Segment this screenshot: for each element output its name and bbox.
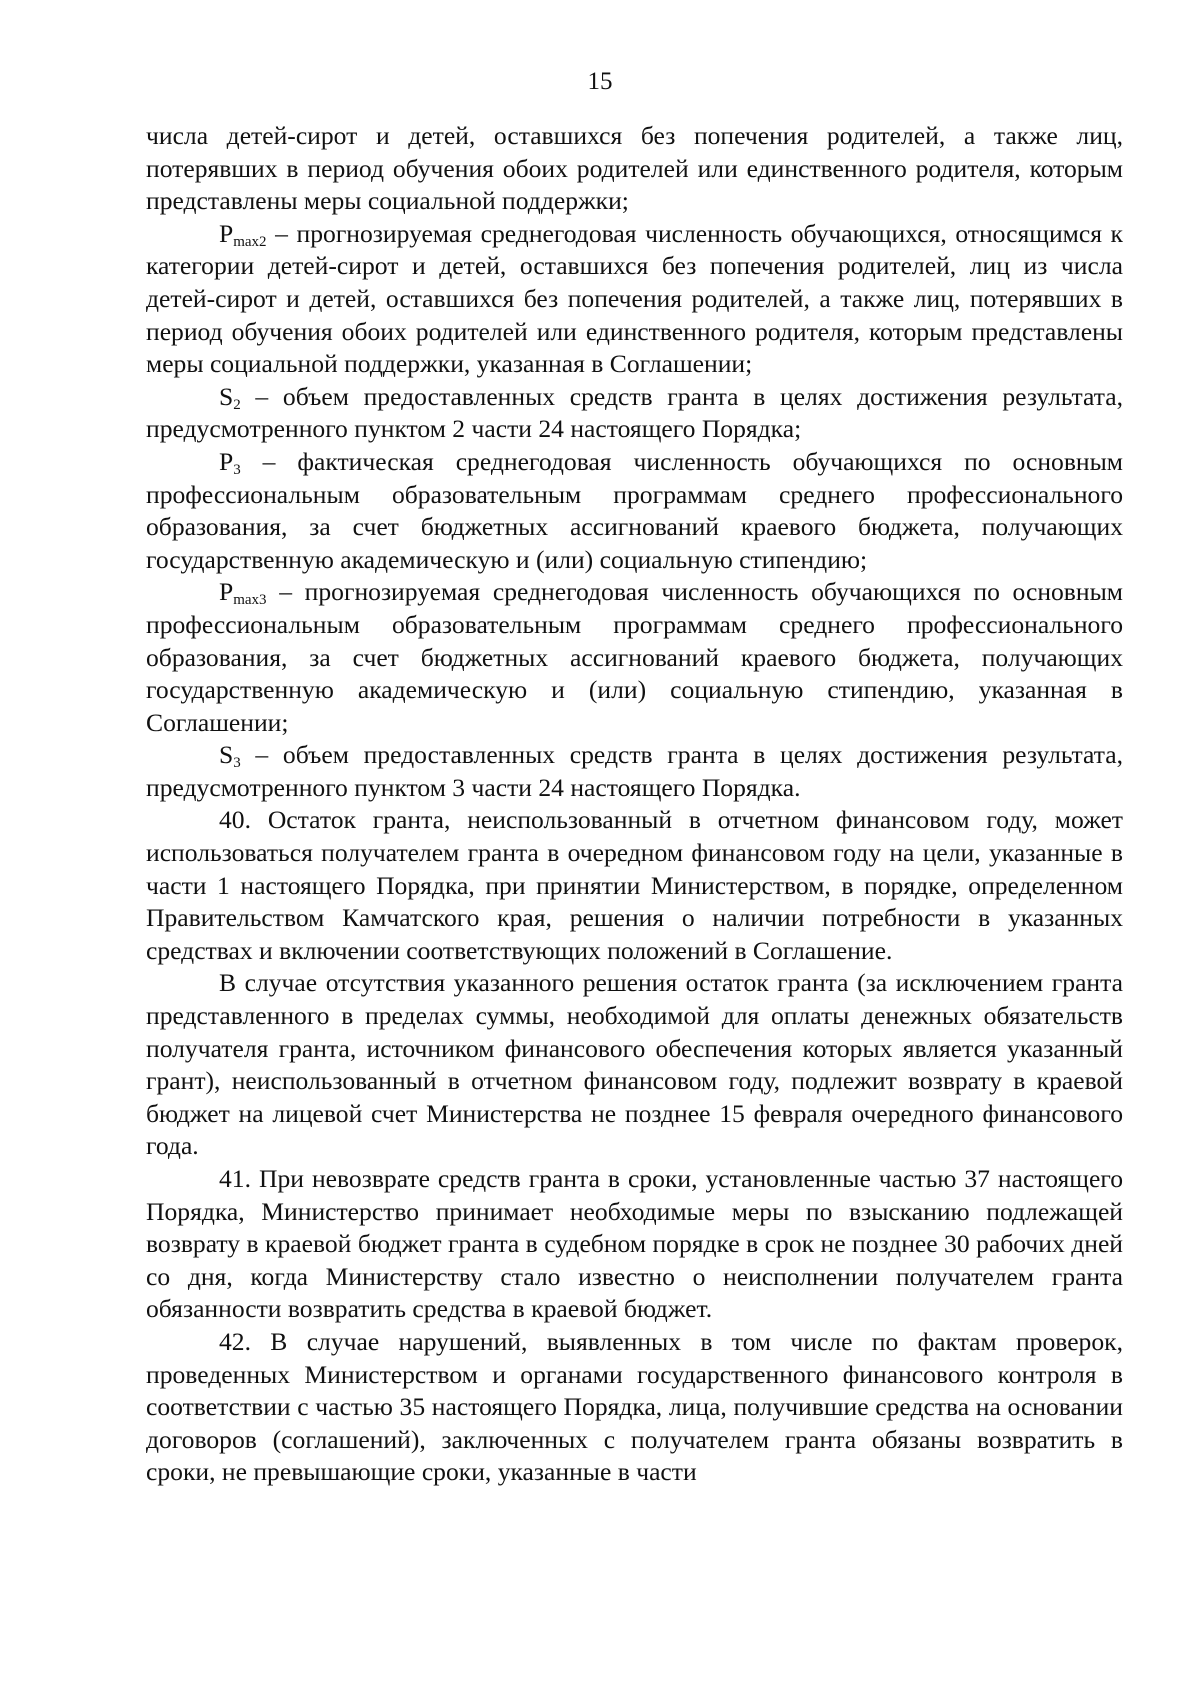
paragraph-pmax2-definition: [146, 218, 1123, 381]
formula-symbol: S: [219, 381, 234, 411]
paragraph-s3-definition: [146, 739, 1123, 804]
paragraph-text: – прогнозируемая среднегодовая численность обучающихся, относящимся к категории детей-сирот и детей, оставшихся без попечения родителей, лиц из числа детей-сирот и детей, оставшихся без попечения родителей, а также лиц, потерявших в период обучения обоих родителей или единственного родителя, которым представлены меры социальной поддержки, указанная в Соглашении;: [146, 218, 1123, 379]
paragraph-text: – объем предоставленных средств гранта в целях достижения результата, предусмотренного пунктом 2 части 24 настоящего Порядка;: [146, 381, 1123, 444]
paragraph-text: 41. При невозврате средств гранта в сроки, установленные частью 37 настоящего Порядка, Министерство принимает необходимые меры по взысканию подлежащей возврату в краевой бюджет гранта в судебном порядке в срок не позднее 30 рабочих дней со дня, когда Министерству стало известно о неисполнении получателем гранта обязанности возвратить средства в краевой бюджет.: [146, 1164, 1123, 1324]
paragraph-text: числа детей-сирот и детей, оставшихся без попечения родителей, а также лиц, потерявших в период обучения обоих родителей или единственного родителя, которым представлены меры социальной поддержки;: [146, 121, 1123, 216]
page-number: 15: [587, 68, 613, 95]
document-body: [146, 120, 1123, 1489]
paragraph-p3-definition: [146, 446, 1123, 576]
paragraph-s2-definition: [146, 381, 1123, 446]
formula-subscript: max3: [233, 592, 267, 609]
paragraph-item-40: [146, 804, 1123, 967]
paragraph-text: – фактическая среднегодовая численность обучающихся по основным профессиональным образовательным программам среднего профессионального образования, за счет бюджетных ассигнований краевого бюджета, получающих государственную академическую и (или) социальную стипендию;: [146, 446, 1123, 574]
paragraph-text: В случае отсутствия указанного решения остаток гранта (за исключением гранта представленного в пределах суммы, необходимой для оплаты денежных обязательств получателя гранта, источником финансового обеспечения которых является указанный грант), неиспользованный в отчетном финансовом году, подлежит возврату в краевой бюджет на лицевой счет Министерства не позднее 15 февраля очередного финансового года.: [146, 968, 1123, 1161]
formula-symbol: S: [219, 740, 234, 770]
formula-subscript: 3: [233, 755, 241, 772]
paragraph-text: – прогнозируемая среднегодовая численность обучающихся по основным профессиональным образовательным программам среднего профессионального образования, за счет бюджетных ассигнований краевого бюджета, получающих государственную академическую и (или) социальную стипендию, указанная в Соглашении;: [146, 577, 1123, 737]
formula-symbol: P: [219, 218, 234, 248]
formula-symbol: P: [219, 446, 234, 476]
paragraph-text: 42. В случае нарушений, выявленных в том числе по фактам проверок, проведенных Министерством и органами государственного финансового контроля в соответствии с частью 35 настоящего Порядка, лица, получившие средства на основании договоров (соглашений), заключенных с получателем гранта обязаны возвратить в сроки, не превышающие сроки, указанные в части: [146, 1326, 1123, 1487]
formula-symbol: P: [219, 577, 234, 607]
formula-subscript: 2: [233, 396, 241, 413]
paragraph-item-40-continued: [146, 967, 1123, 1163]
paragraph-text: – объем предоставленных средств гранта в целях достижения результата, предусмотренного пунктом 3 части 24 настоящего Порядка.: [146, 740, 1123, 802]
paragraph-item-42: [146, 1326, 1123, 1489]
paragraph-pmax3-definition: [146, 576, 1123, 739]
paragraph-continuation: [146, 120, 1123, 218]
formula-subscript: 3: [233, 461, 241, 478]
paragraph-text: 40. Остаток гранта, неиспользованный в отчетном финансовом году, может использоваться получателем гранта в очередном финансовом году на цели, указанные в части 1 настоящего Порядка, при принятии Министерством, в порядке, определенном Правительством Камчатского края, решения о наличии потребности в указанных средствах и включении соответствующих положений в Соглашение.: [146, 805, 1123, 965]
formula-subscript: max2: [233, 233, 267, 250]
paragraph-item-41: [146, 1163, 1123, 1326]
